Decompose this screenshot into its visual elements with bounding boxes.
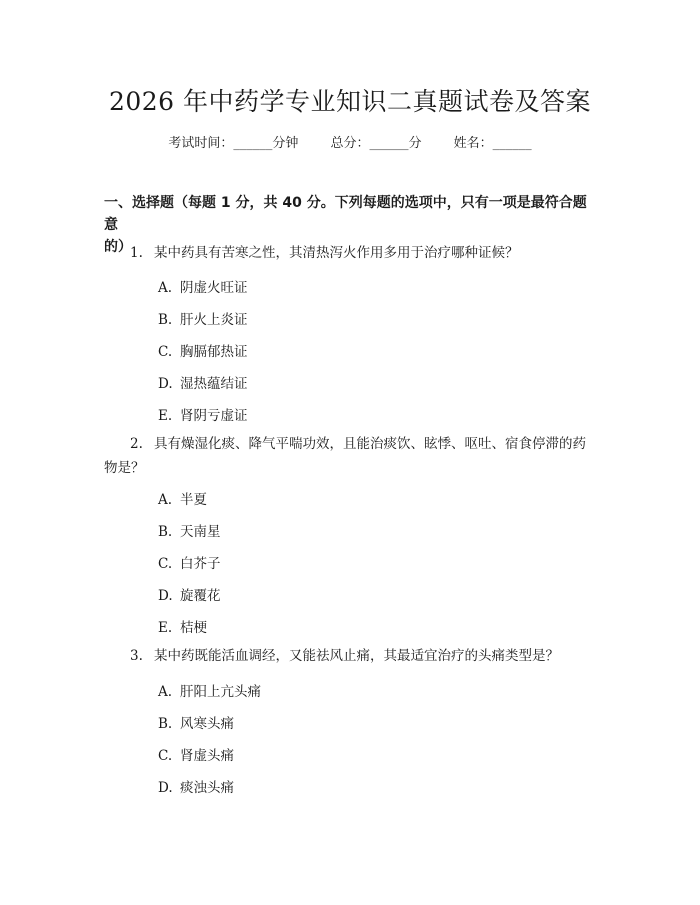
- question-text-continued: 物是？: [104, 460, 145, 476]
- option-2b: [158, 520, 221, 540]
- option-3c: [158, 744, 234, 764]
- option-letter: D.: [158, 780, 173, 796]
- option-letter: D.: [158, 588, 173, 604]
- option-text: 旋覆花: [180, 588, 221, 604]
- option-text: 阴虚火旺证: [180, 280, 248, 296]
- option-text: 肝阳上亢头痛: [180, 684, 261, 700]
- question-1: [104, 241, 594, 265]
- option-letter: A.: [158, 280, 173, 296]
- option-3a: [158, 680, 261, 700]
- question-text: 某中药既能活血调经，又能祛风止痛，其最适宜治疗的头痛类型是？: [154, 648, 559, 664]
- question-text: 具有燥湿化痰、降气平喘功效，且能治痰饮、眩悸、呕吐、宿食停滞的药: [154, 436, 586, 452]
- option-1b: [158, 308, 248, 328]
- question-2: [104, 432, 594, 480]
- exam-time-field: 考试时间：______分钟: [168, 136, 299, 151]
- exam-meta: [0, 132, 700, 151]
- option-1c: [158, 340, 248, 360]
- section-heading-line: 的）: [104, 239, 132, 255]
- option-1e: [158, 404, 248, 424]
- total-score-field: 总分：______分: [330, 136, 422, 151]
- option-3b: [158, 712, 234, 732]
- option-letter: B.: [158, 716, 173, 732]
- option-text: 半夏: [180, 492, 207, 508]
- option-letter: B.: [158, 524, 173, 540]
- option-3d: [158, 776, 234, 796]
- option-letter: A.: [158, 684, 173, 700]
- option-letter: B.: [158, 312, 173, 328]
- section-heading-line: 一、选择题（每题 1 分，共 40 分。下列每题的选项中，只有一项是最符合题意: [104, 195, 587, 233]
- option-text: 肝火上炎证: [180, 312, 248, 328]
- option-2c: [158, 552, 221, 572]
- option-text: 肾虚头痛: [180, 748, 234, 764]
- option-text: 痰浊头痛: [180, 780, 234, 796]
- page-title: 2026 年中药学专业知识二真题试卷及答案: [108, 87, 592, 116]
- name-field: 姓名：______: [453, 136, 532, 151]
- option-text: 胸膈郁热证: [180, 344, 248, 360]
- option-letter: D.: [158, 376, 173, 392]
- option-letter: C.: [158, 748, 173, 764]
- question-number: 2.: [130, 436, 143, 452]
- question-text: 某中药具有苦寒之性，其清热泻火作用多用于治疗哪种证候？: [154, 245, 519, 261]
- option-2d: [158, 584, 221, 604]
- option-2a: [158, 488, 207, 508]
- option-text: 天南星: [180, 524, 221, 540]
- option-1d: [158, 372, 248, 392]
- option-text: 湿热蕴结证: [180, 376, 248, 392]
- option-text: 桔梗: [180, 620, 207, 636]
- option-letter: E.: [158, 408, 173, 424]
- question-number: 1.: [130, 245, 143, 261]
- option-text: 肾阴亏虚证: [180, 408, 248, 424]
- option-1a: [158, 276, 248, 296]
- question-3: [104, 644, 594, 668]
- option-text: 风寒头痛: [180, 716, 234, 732]
- option-text: 白芥子: [180, 556, 221, 572]
- option-2e: [158, 616, 207, 636]
- option-letter: A.: [158, 492, 173, 508]
- option-letter: C.: [158, 556, 173, 572]
- option-letter: C.: [158, 344, 173, 360]
- option-letter: E.: [158, 620, 173, 636]
- question-number: 3.: [130, 648, 143, 664]
